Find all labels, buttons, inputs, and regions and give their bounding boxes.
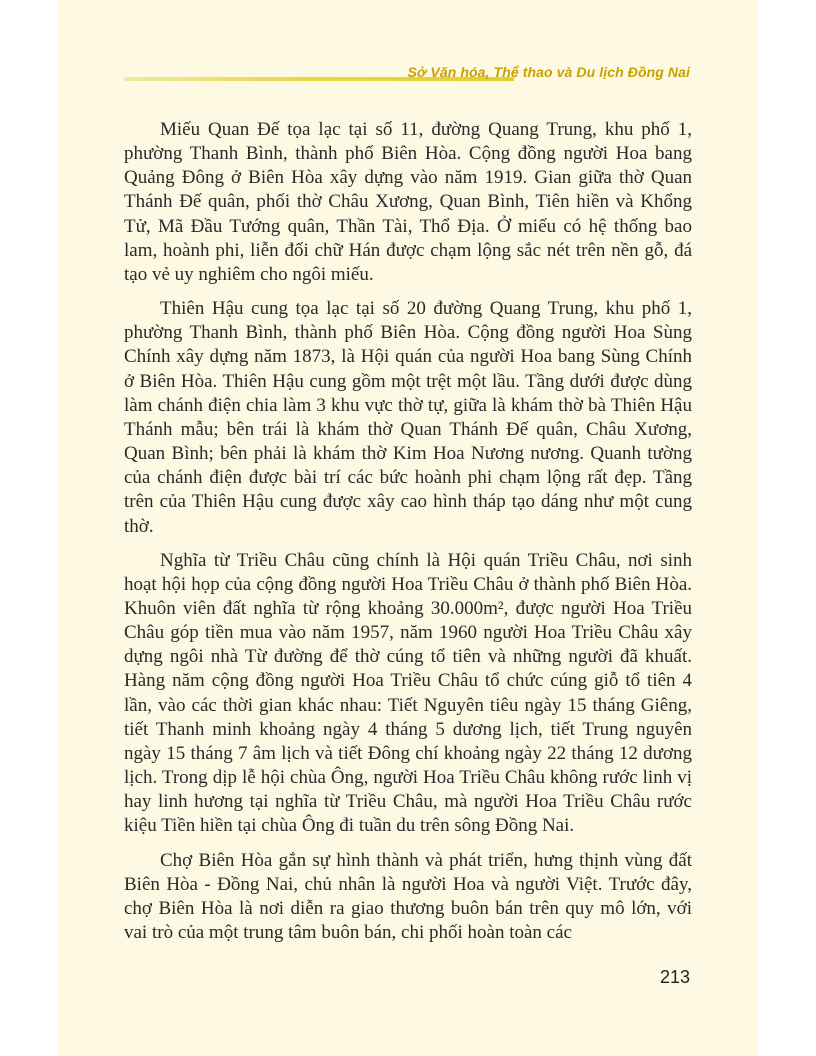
running-header: Sở Văn hóa, Thể thao và Du lịch Đồng Nai (407, 64, 690, 80)
page-number: 213 (659, 967, 690, 987)
paragraph-cho-bien-hoa: Chợ Biên Hòa gắn sự hình thành và phát triển, hưng thịnh vùng đất Biên Hòa - Đồng Nai, chủ nhân là người Hoa và người Việt. Trước đây, chợ Biên Hòa là nơi diễn ra giao thương buôn bán trên quy mô lớn, với vai trò của một trung tâm buôn bán, chi phối hoàn toàn các (124, 849, 692, 943)
paragraph-thien-hau-cung: Thiên Hậu cung tọa lạc tại số 20 đường Quang Trung, khu phố 1, phường Thanh Bình, thành phố Biên Hòa. Cộng đồng người Hoa Sùng Chính xây dựng năm 1873, là Hội quán của người Hoa bang Sùng Chính ở Biên Hòa. Thiên Hậu cung gồm một trệt một lầu. Tầng dưới được dùng làm chánh điện chia làm 3 khu vực thờ tự, giữa là khám thờ bà Thiên Hậu Thánh mẫu; bên trái là khám thờ Quan Thánh Đế quân, Châu Xương, Quan Bình; bên phải là khám thờ Kim Hoa Nương nương. Quanh tường của chánh điện được bài trí các bức hoành phi chạm lộng rất đẹp. Tầng trên của Thiên Hậu cung được xây cao hình tháp tạo dáng như một cung thờ. (124, 298, 692, 537)
paragraph-nghia-tu-trieu-chau: Nghĩa từ Triều Châu cũng chính là Hội quán Triều Châu, nơi sinh hoạt hội họp của cộng đồng người Hoa Triều Châu ở thành phố Biên Hòa. Khuôn viên đất nghĩa từ rộng khoảng 30.000m², được người Hoa Triều Châu góp tiền mua vào năm 1957, năm 1960 người Hoa Triều Châu xây dựng ngôi nhà Từ đường để thờ cúng tổ tiên và những người đã khuất. Hàng năm cộng đồng người Hoa Triều Châu tổ chức cúng giỗ tổ tiên 4 lần, vào các thời gian khác nhau: Tiết Nguyên tiêu ngày 15 tháng Giêng, tiết Thanh minh khoảng ngày 4 tháng 5 dương lịch, tiết Trung nguyên ngày 15 tháng 7 âm lịch và tiết Đông chí khoảng ngày 22 tháng 12 dương lịch. Trong dịp lễ hội chùa Ông, người Hoa Triều Châu không rước linh vị hay linh hương tại nghĩa từ Triều Châu, mà người Hoa Triều Châu rước kiệu Tiền hiền tại chùa Ông đi tuần du trên sông Đồng Nai. (124, 549, 692, 837)
paragraph-mieu-quan-de: Miếu Quan Đế tọa lạc tại số 11, đường Quang Trung, khu phố 1, phường Thanh Bình, thành phố Biên Hòa. Cộng đồng người Hoa bang Quảng Đông ở Biên Hòa xây dựng vào năm 1919. Gian giữa thờ Quan Thánh Đế quân, phối thờ Châu Xương, Quan Bình, Tiên hiền và Khổng Tử, Mã Đầu Tướng quân, Thần Tài, Thổ Địa. Ở miếu có hệ thống bao lam, hoành phi, liễn đối chữ Hán được chạm lộng sắc nét trên nền gỗ, đá tạo vẻ uy nghiêm cho ngôi miếu. (124, 119, 692, 285)
body-text (124, 118, 692, 955)
book-page (58, 0, 758, 1056)
